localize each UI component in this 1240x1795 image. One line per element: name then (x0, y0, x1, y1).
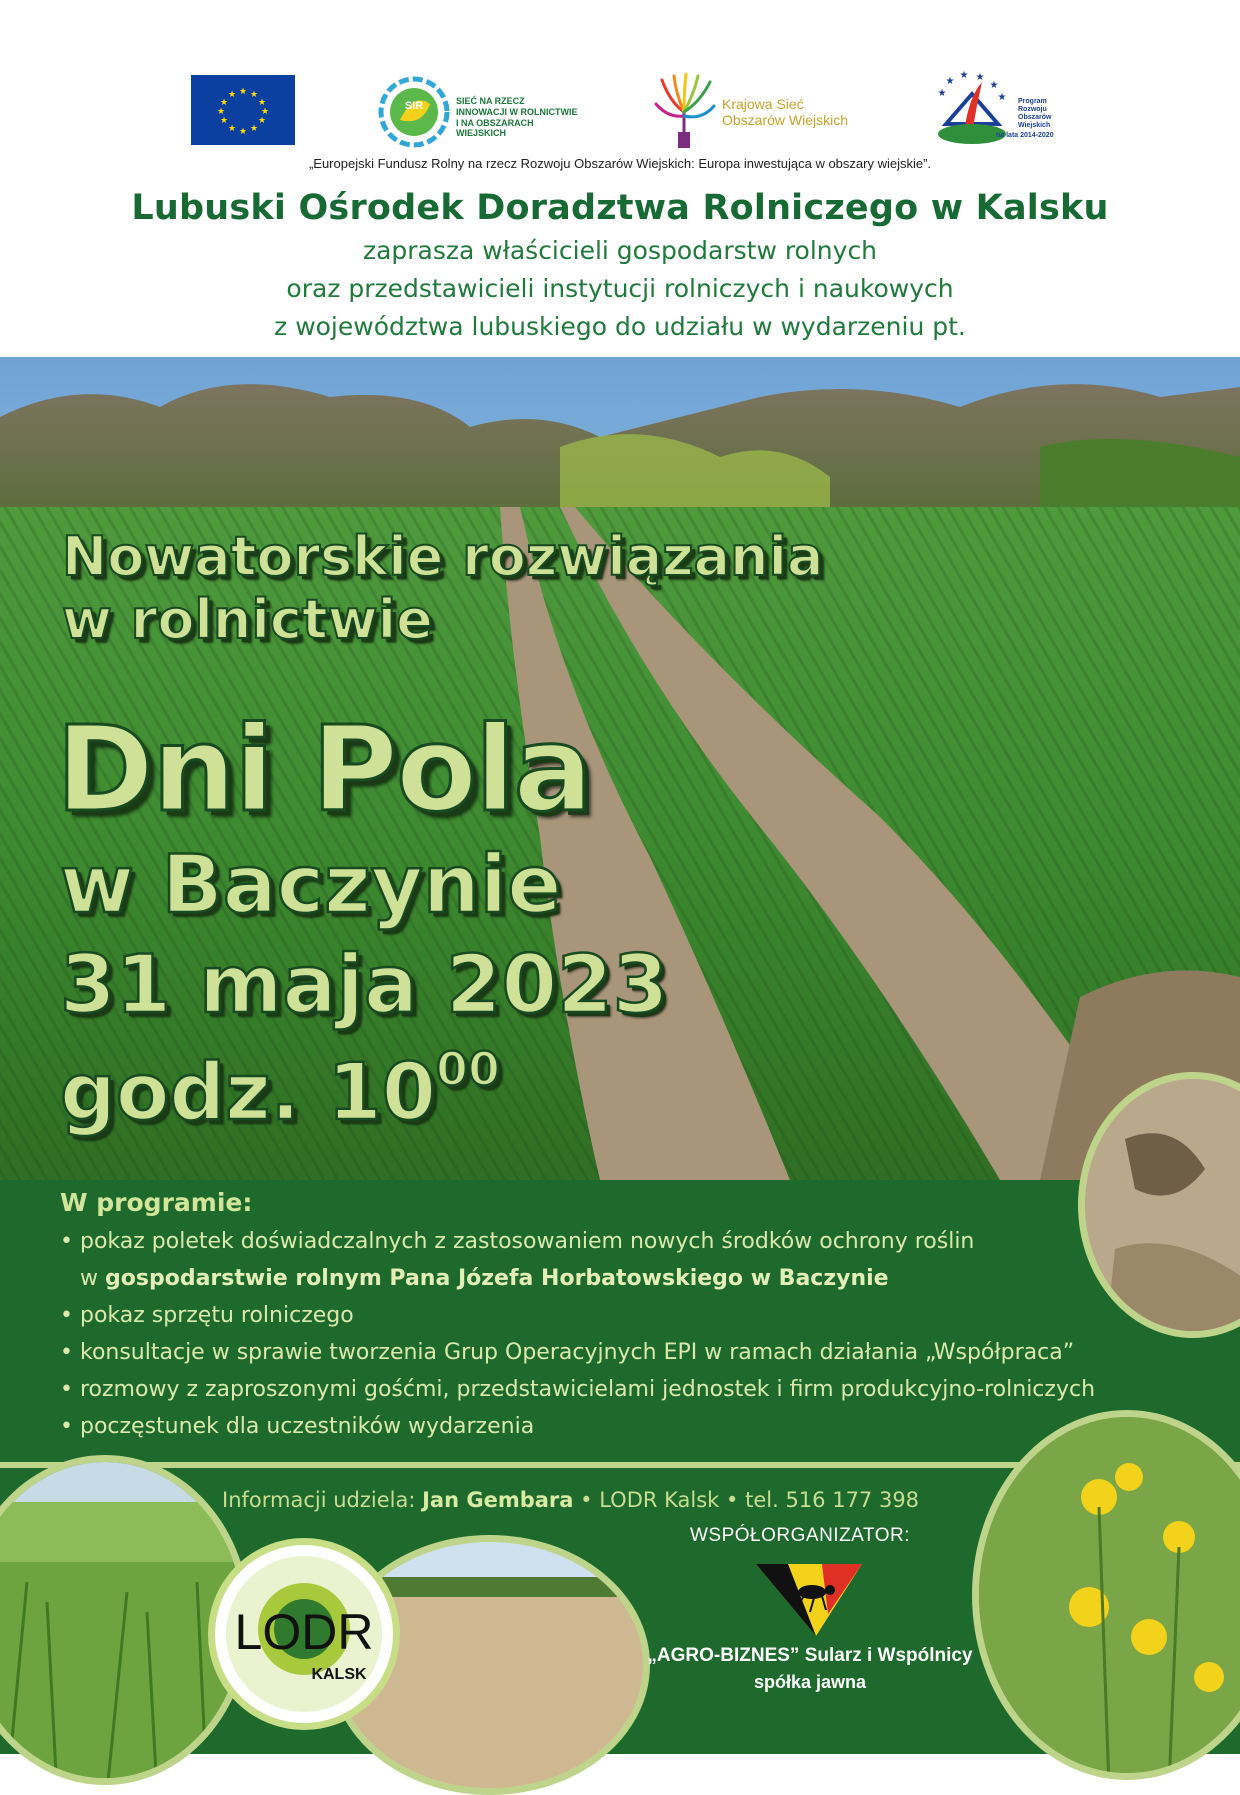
program-item-5: • poczęstunek dla uczestników wydarzenia (60, 1414, 535, 1439)
event-time-hour: godz. 10 (60, 1048, 436, 1138)
prow-logo-line2: Rozwoju (1018, 106, 1047, 113)
svg-text:★: ★ (219, 116, 229, 126)
event-time-minutes: 00 (435, 1042, 500, 1096)
prow-logo-line1: Program (1018, 98, 1047, 105)
invite-line-2: oraz przedstawicieli instytucji rolniczych i naukowych (286, 274, 954, 303)
invite-line-3: z województwa lubuskiego do udziału w wydarzeniu pt. (274, 312, 966, 341)
theme-title-line1: Nowatorskie rozwiązania (62, 525, 824, 588)
contact-prefix: Informacji udziela: (222, 1488, 416, 1512)
svg-text:★: ★ (249, 90, 259, 100)
ksow-logo (650, 72, 870, 152)
ksow-logo-line1: Krajowa Sieć (722, 96, 804, 112)
contact-phone: tel. 516 177 398 (745, 1488, 920, 1512)
program-item-1: • pokaz poletek doświadczalnych z zastosowaniem nowych środków ochrony roślin (60, 1229, 975, 1254)
svg-text:★: ★ (238, 87, 248, 97)
organizer-name: Lubuski Ośrodek Doradztwa Rolniczego w Kalsku (131, 188, 1109, 228)
event-name: Dni Pola (56, 700, 592, 838)
prow-logo-line4: Wiejskich (1018, 122, 1051, 129)
coorganizer-name: „AGRO-BIZNES” Sularz i Wspólnicy (647, 1645, 973, 1666)
program-item-2: • pokaz sprzętu rolniczego (60, 1303, 354, 1328)
event-date: 31 maja 2023 (60, 938, 669, 1031)
svg-text:★: ★ (257, 116, 267, 126)
coorganizer-label: WSPÓŁORGANIZATOR: (690, 1525, 910, 1546)
program-item-3: • konsultacje w sprawie tworzenia Grup Operacyjnych EPI w ramach działania „Współpraca” (60, 1340, 1075, 1365)
header (0, 0, 1240, 357)
lodr-logo-text: LODR (234, 1604, 374, 1660)
svg-text:★: ★ (945, 76, 955, 87)
svg-text:★: ★ (238, 127, 248, 137)
svg-text:★: ★ (997, 92, 1007, 103)
ksow-logo-line2: Obszarów Wiejskich (722, 112, 849, 128)
program-title: W programie: (60, 1188, 253, 1217)
svg-text:★: ★ (975, 72, 985, 83)
program-item-1-cont: w gospodarstwie rolnym Pana Józefa Horbatowskiego w Baczynie (80, 1266, 889, 1291)
svg-text:★: ★ (937, 88, 947, 99)
prow-logo (928, 68, 1056, 148)
program-item-4: • rozmowy z zaproszonymi gośćmi, przedstawicielami jednostek i firm produkcyjno-rolniczych (60, 1377, 1096, 1402)
contact-org: LODR Kalsk (599, 1488, 720, 1512)
sir-logo-line1: SIEĆ NA RZECZ (456, 96, 525, 106)
sir-logo-line3: I NA OBSZARACH WIEJSKICH (456, 118, 534, 138)
svg-text:SIR: SIR (404, 100, 424, 112)
svg-text:★: ★ (959, 70, 969, 81)
svg-text:★: ★ (260, 107, 270, 117)
agro-biznes-logo (752, 1556, 866, 1640)
contact-person: Jan Gembara (422, 1488, 574, 1512)
lodr-logo (208, 1538, 400, 1730)
svg-text:★: ★ (227, 90, 237, 100)
prow-logo-line5: na lata 2014-2020 (996, 132, 1054, 139)
tree-icon (650, 72, 718, 152)
svg-text:★: ★ (216, 107, 226, 117)
event-time (60, 1042, 500, 1138)
eu-flag-logo (191, 75, 295, 145)
invite-line-1: zaprasza właścicieli gospodarstw rolnych (362, 236, 878, 265)
contact-line: Informacji udziela: Jan Gembara • LODR Kalsk • tel. 516 177 398 (222, 1488, 920, 1512)
event-place: w Baczynie (60, 838, 562, 931)
sir-emblem-icon (376, 74, 452, 150)
lodr-logo-sub: KALSK (311, 1666, 367, 1683)
eafrd-statement: „Europejski Fundusz Rolny na rzecz Rozwoju Obszarów Wiejskich: Europa inwestująca w obszary wiejskie”. (308, 156, 932, 171)
svg-text:★: ★ (249, 124, 259, 134)
theme-title-line2: w rolnictwie (62, 588, 433, 651)
svg-text:★: ★ (219, 98, 229, 108)
svg-text:★: ★ (257, 98, 267, 108)
coorganizer-type: spółka jawna (753, 1672, 867, 1692)
sir-logo-line2: INNOWACJI W ROLNICTWIE (456, 107, 578, 117)
svg-text:★: ★ (227, 124, 237, 134)
prow-logo-line3: Obszarów (1018, 114, 1052, 121)
sir-network-logo (376, 74, 586, 150)
svg-text:★: ★ (989, 80, 999, 91)
